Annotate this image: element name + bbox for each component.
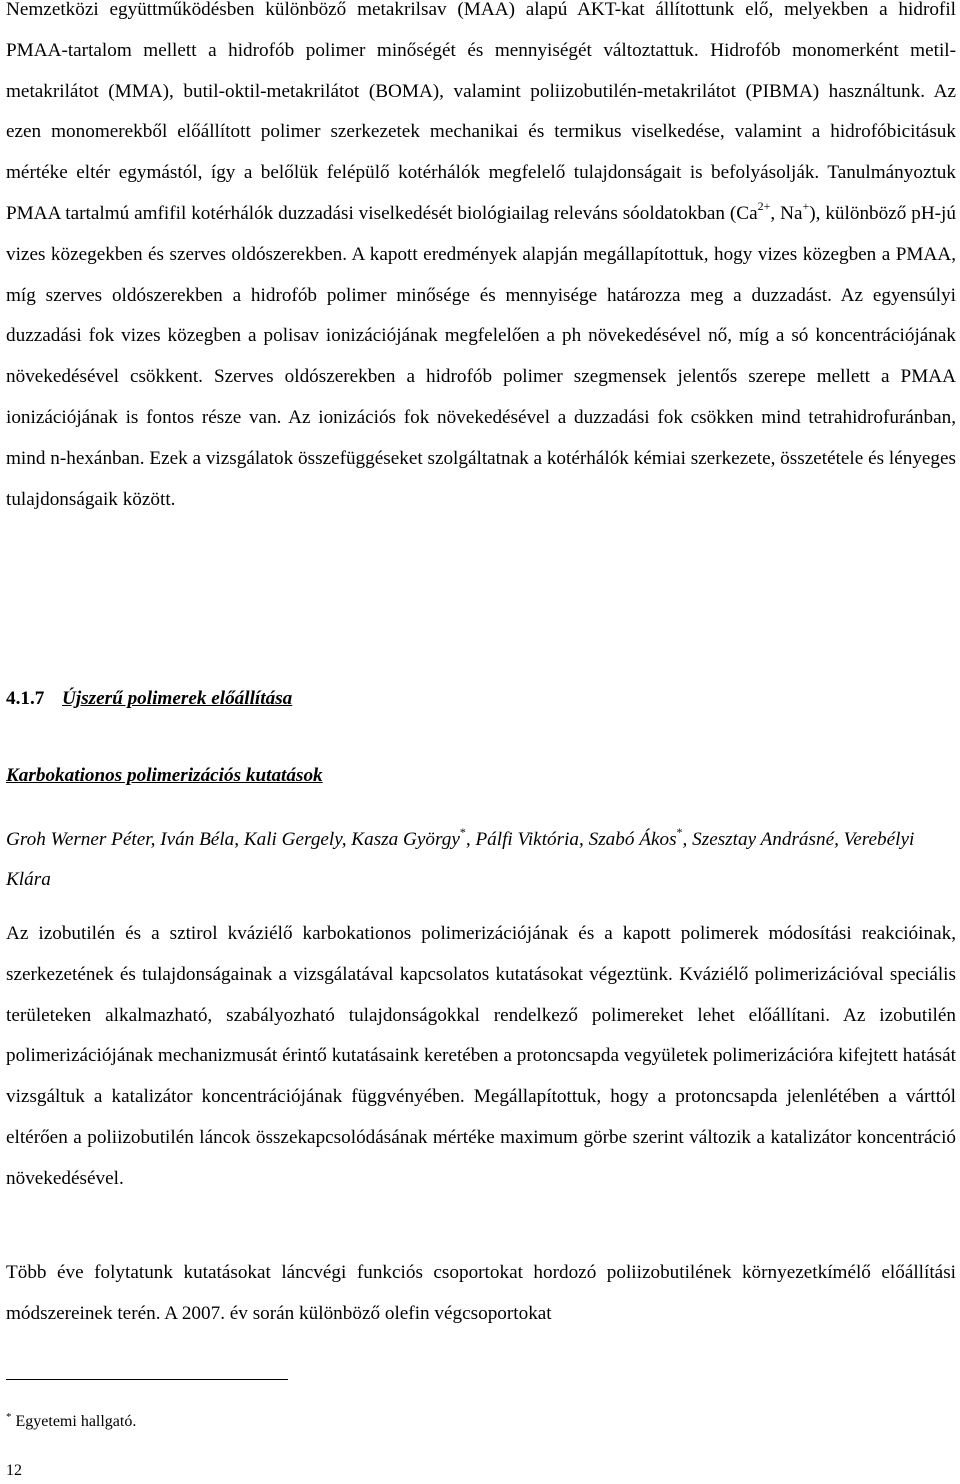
student-marker: * (676, 825, 683, 839)
superscript-calcium-charge: 2+ (757, 198, 771, 213)
body-paragraph-2: Az izobutilén és a sztirol kváziélő karbokationos polimerizációjának és a kapott polimerek módosítási reakcióinak, szerkezetének és tulajdonságainak a vizsgálatával kapcsolatos kutatásokat végeztünk. Kváziélő polimerizációval speciális területeken alkalmazható, szabályozható tulajdonságokkal rendelkező polimereket lehet előállítani. Az izobutilén polimerizációjának mechanizmusát érintő kutatásaink keretében a protoncsapda vegyületek polimerizációra kifejtett hatását vizsgáltuk a katalizátor koncentrációjának függvényében. Megállapítottuk, hogy a protoncsapda jelenlétében a várttól eltérően a poliizobutilén láncok összekapcsolódásának mértéke maximum görbe szerint változik a katalizátor koncentráció növekedésével. (6, 923, 956, 1189)
footnote-text: Egyetemi hallgató. (11, 1413, 137, 1430)
student-marker: * (459, 825, 466, 839)
page-number: 12 (6, 1462, 22, 1479)
section-title: Újszerű polimerek előállítása (62, 688, 293, 709)
superscript-sodium-charge: + (802, 198, 810, 213)
author-list: Groh Werner Péter, Iván Béla, Kali Gergely, Kasza György*, Pálfi Viktória, Szabó Ákos*, Szesztay Andrásné, Verebélyi Klára (6, 825, 915, 890)
footnote-divider (6, 1379, 288, 1380)
subsection-title: Karbokationos polimerizációs kutatások (6, 765, 323, 786)
body-paragraph-3: Több éve folytatunk kutatásokat láncvégi funkciós csoportokat hordozó poliizobutilének környezetkímélő előállítási módszereinek terén. A 2007. év során különböző olefin végcsoportokat (6, 1262, 956, 1324)
footnote-marker: * (6, 1411, 12, 1423)
section-heading (6, 688, 292, 710)
body-paragraph-1: Nemzetközi együttműködésben különböző metakrilsav (MAA) alapú AKT-kat állítottunk elő, melyekben a hidrofil PMAA-tartalom mellett a hidrofób polimer minőségét és mennyiségét változtattuk. Hidrofób monomerként metil-metakrilátot (MMA), butil-oktil-metakrilátot (BOMA), valamint poliizobutilén-metakrilátot (PIBMA) használtunk. Az ezen monomerekből előállított polimer szerkezetek mechanikai és termikus viselkedése, valamint a hidrofóbicitásuk mértéke eltér egymástól, így a belőlük felépülő kotérhálók megfelelő tulajdonságait is befolyásolják. Tanulmányoztuk PMAA tartalmú amfifil kotérhálók duzzadási viselkedését biológiailag releváns sóoldatokban ($Ca^{2+}$, Na+), különböző pH-jú vizes közegekben és szerves oldószerekben. A kapott eredmények alapján megállapítottuk, hogy vizes közegben a PMAA, míg szerves oldószerekben a hidrofób polimer minősége és mennyisége határozza meg a duzzadást. Az egyensúlyi duzzadási fok vizes közegben a polisav ionizációjának megfelelően a ph növekedésével nő, míg a só koncentrációjának növekedésével csökkent. Szerves oldószerekben a hidrofób polimer szegmensek jelentős szerepe mellett a PMAA ionizációjának is fontos része van. Az ionizációs fok növekedésével a duzzadási fok csökken mind tetrahidrofuránban, mind n-hexánban. Ezek a vizsgálatok összefüggéseket szolgáltatnak a kotérhálók kémiai szerkezete, összetétele és lényeges tulajdonságaik között. (6, 0, 956, 510)
footnote (6, 1413, 136, 1431)
section-number: 4.1.7 (6, 688, 45, 709)
